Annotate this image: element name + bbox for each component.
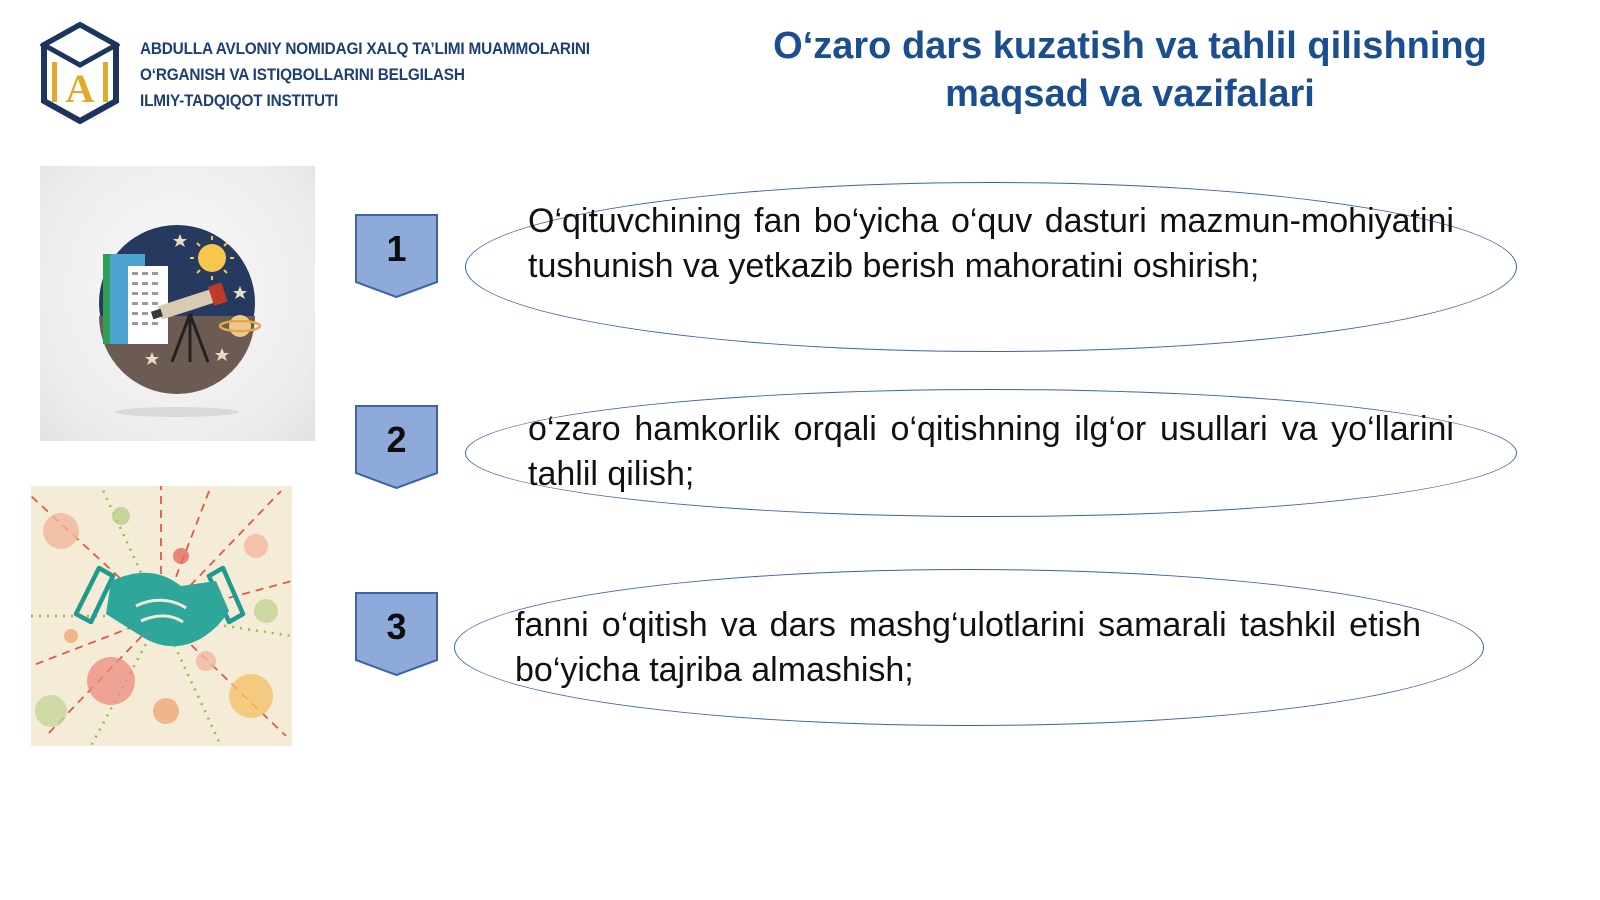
item-1-text: O‘qituvchining fan bo‘yicha o‘quv dasturi mazmun-mohiyatini tushunish va yetkazib berish mahoratini oshirish; [528,202,1454,285]
item-2-oval [465,389,1517,517]
institute-name-line-1: ABDULLA AVLONIY NOMIDAGI XALQ TA’LIMI MUAMMOLARINI [140,40,590,58]
item-2-number: 2 [386,419,407,460]
item-3-text: fanni o‘qitish va dars mashg‘ulotlarini samarali tashkil etish bo‘yicha tajriba almashish; [515,606,1421,689]
item-3-oval [454,569,1484,726]
astronomy-illustration [40,166,315,441]
institute-name [140,36,590,114]
slide-title-line-1: O‘zaro dars kuzatish va tahlil qilishning [773,25,1487,67]
item-3-number-badge [355,592,438,676]
logo-letter: A [65,66,95,111]
institute-name-line-2: O‘RGANISH VA ISTIQBOLLARINI BELGILASH [140,66,465,84]
item-1-number-badge [355,214,438,298]
item-3-number: 3 [386,606,407,647]
slide-title [720,22,1540,118]
item-1-oval [465,182,1517,352]
item-2-text: o‘zaro hamkorlik orqali o‘qitishning ilg‘or usullari va yo‘llarini tahlil qilish; [528,410,1454,493]
handshake-illustration [31,486,292,746]
slide-title-line-2: maqsad va vazifalari [945,73,1315,115]
item-1-number: 1 [386,228,407,269]
institute-name-line-3: ILMIY-TADQIQOT INSTITUTI [140,92,339,110]
item-2-number-badge [355,405,438,489]
institute-logo [40,22,120,124]
